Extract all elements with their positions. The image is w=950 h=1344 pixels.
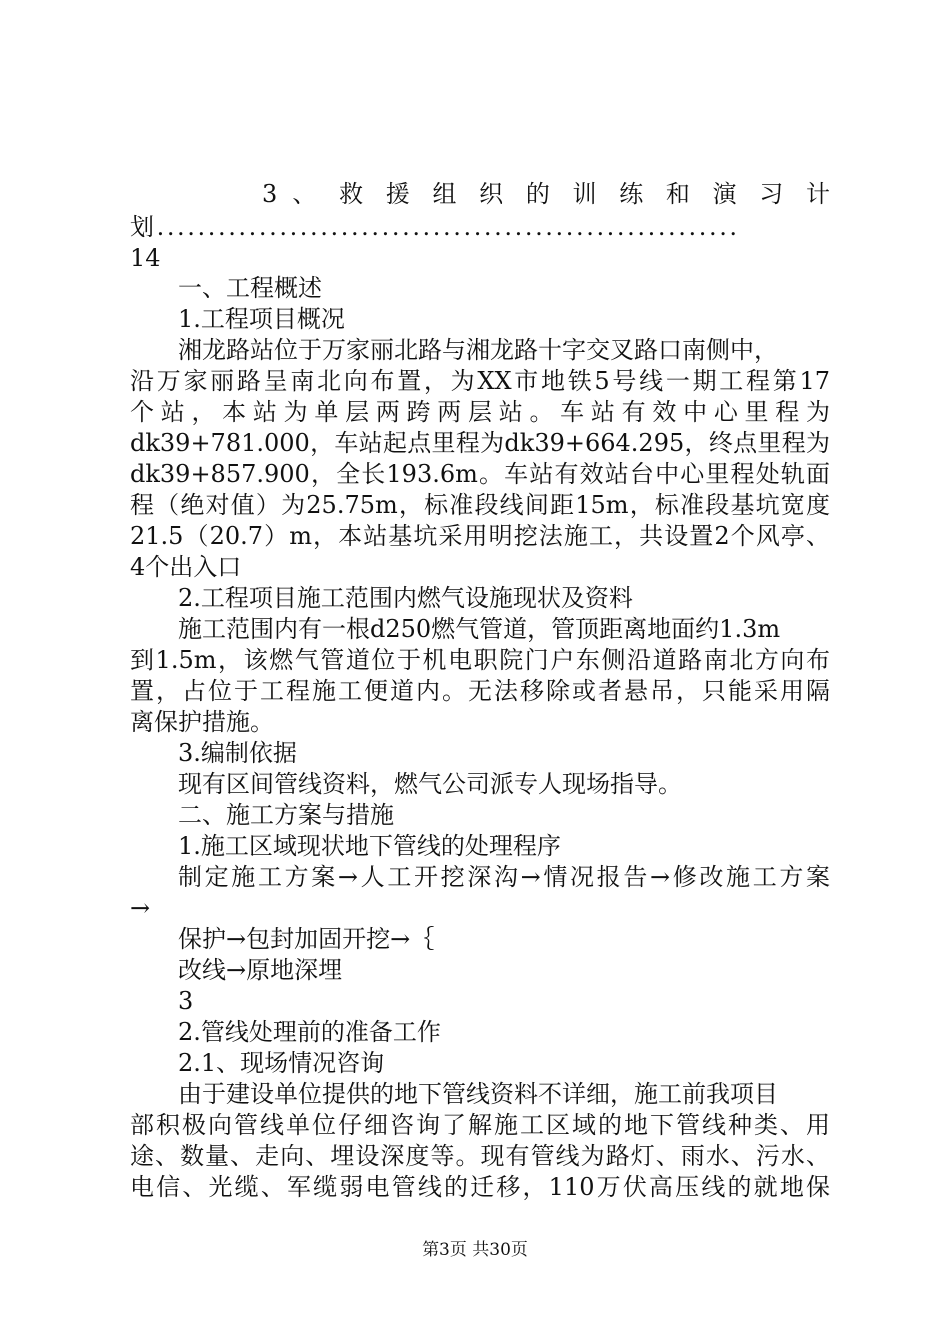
paragraph-line: dk39+857.900，全长193.6m。车站有效站台中心里程处轨面 bbox=[130, 460, 830, 488]
procedure-branch-reroute: 改线→原地深埋 bbox=[178, 956, 343, 984]
subheading-project-summary: 1.工程项目概况 bbox=[178, 305, 345, 333]
paragraph-line: 置，占位于工程施工便道内。无法移除或者悬吊，只能采用隔 bbox=[130, 677, 830, 705]
paragraph-line: 个站，本站为单层两跨两层站。车站有效中心里程为 bbox=[130, 398, 830, 426]
paragraph-line: 21.5（20.7）m，本站基坑采用明挖法施工，共设置2个风亭、 bbox=[130, 522, 830, 550]
paragraph-line: 沿万家丽路呈南北向布置，为XX市地铁5号线一期工程第17 bbox=[130, 367, 830, 395]
toc-page-number: 14 bbox=[130, 244, 161, 272]
heading-project-overview: 一、工程概述 bbox=[178, 274, 322, 302]
subheading-gas-facilities: 2.工程项目施工范围内燃气设施现状及资料 bbox=[178, 584, 633, 612]
toc-line-1: 3 、 救 援 组 织 的 训 练 和 演 习 计 bbox=[262, 180, 830, 208]
procedure-flow-line: 制定施工方案→人工开挖深沟→情况报告→修改施工方案 bbox=[178, 863, 830, 891]
subheading-preparation: 2.管线处理前的准备工作 bbox=[178, 1018, 441, 1046]
paragraph-line: 程（绝对值）为25.75m，标准段线间距15m，标准段基坑宽度 bbox=[130, 491, 830, 519]
procedure-flow-arrow: → bbox=[130, 894, 151, 922]
subheading-basis: 3.编制依据 bbox=[178, 739, 297, 767]
subheading-site-consultation: 2.1、现场情况咨询 bbox=[178, 1049, 385, 1077]
paragraph-line: 途、数量、走向、埋设深度等。现有管线为路灯、雨水、污水、 bbox=[130, 1142, 830, 1170]
procedure-marker: 3 bbox=[178, 987, 194, 1015]
paragraph-line: 施工范围内有一根d250燃气管道，管顶距离地面约1.3m bbox=[178, 615, 781, 643]
paragraph-line: 4个出入口 bbox=[130, 553, 242, 581]
subheading-pipeline-procedure: 1.施工区域现状地下管线的处理程序 bbox=[178, 832, 561, 860]
heading-construction-plan: 二、施工方案与措施 bbox=[178, 801, 394, 829]
paragraph-line: 电信、光缆、军缆弱电管线的迁移，110万伏高压线的就地保 bbox=[130, 1173, 830, 1201]
paragraph-line: 由于建设单位提供的地下管线资料不详细，施工前我项目 bbox=[178, 1080, 778, 1108]
page-footer: 第3页 共30页 bbox=[422, 1240, 528, 1260]
paragraph-line: 部积极向管线单位仔细咨询了解施工区域的地下管线种类、用 bbox=[130, 1111, 830, 1139]
toc-line-2: 划......................................................... bbox=[130, 213, 740, 241]
paragraph-line: 离保护措施。 bbox=[130, 708, 274, 736]
paragraph-line: 湘龙路站位于万家丽北路与湘龙路十字交叉路口南侧中， bbox=[178, 336, 778, 364]
paragraph-line: dk39+781.000，车站起点里程为dk39+664.295，终点里程为 bbox=[130, 429, 830, 457]
paragraph-line: 现有区间管线资料，燃气公司派专人现场指导。 bbox=[178, 770, 682, 798]
paragraph-line: 到1.5m，该燃气管道位于机电职院门户东侧沿道路南北方向布 bbox=[130, 646, 830, 674]
procedure-branch-protect: 保护→包封加固开挖→｛ bbox=[178, 925, 435, 953]
